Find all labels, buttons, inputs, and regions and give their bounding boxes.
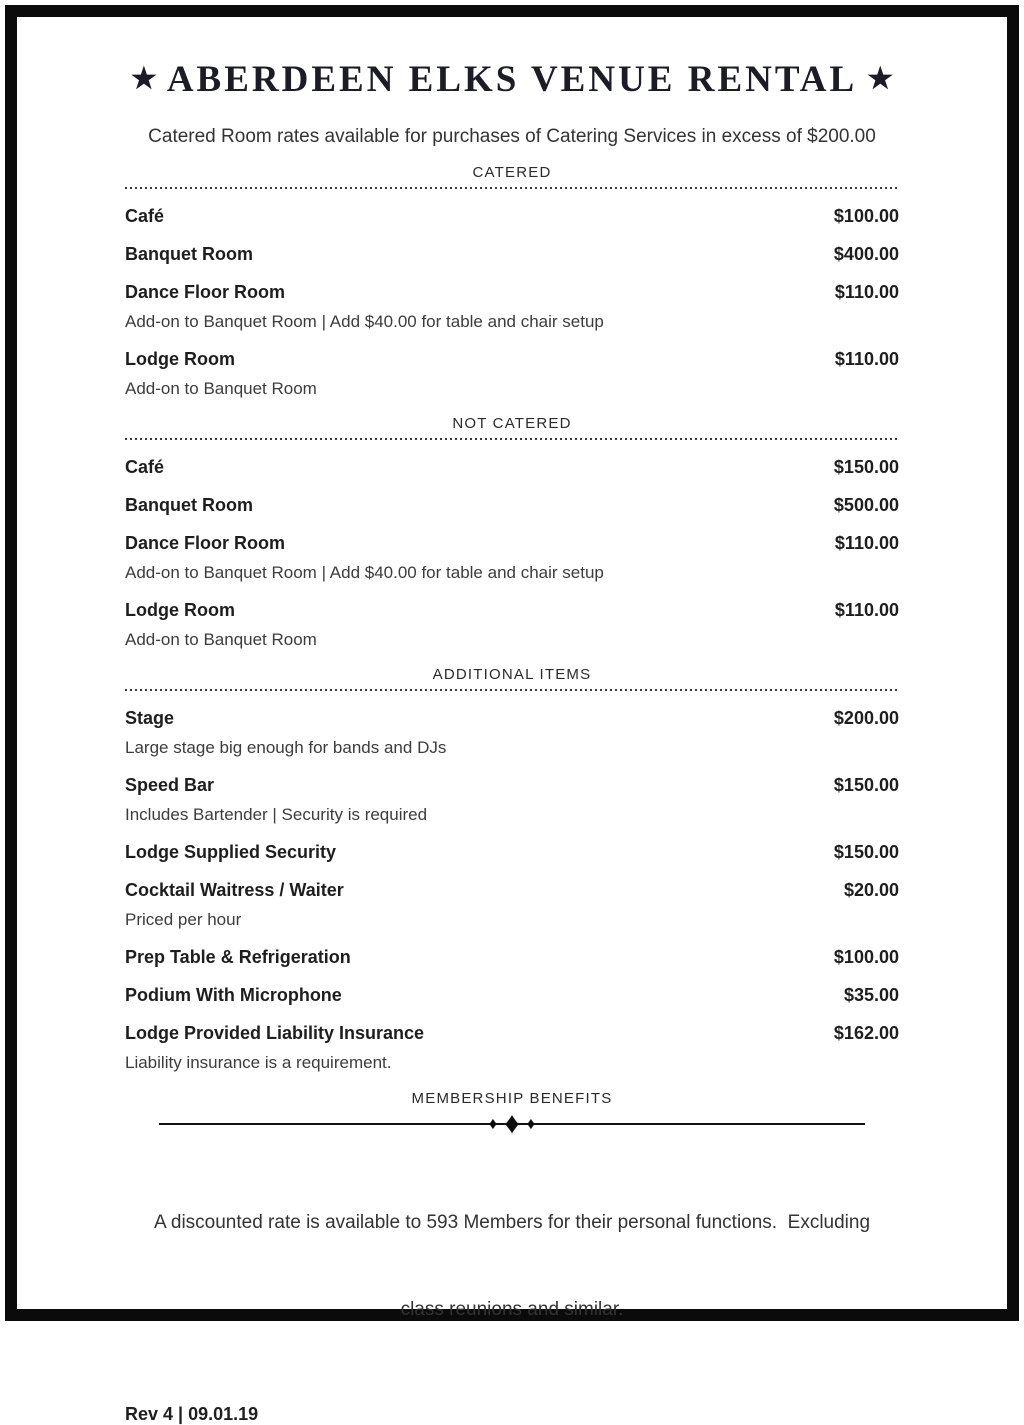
item-name: Lodge Supplied Security	[125, 842, 337, 862]
price-row	[125, 243, 899, 266]
item-price: $20.00	[843, 880, 899, 900]
price-row	[125, 946, 899, 969]
item-name: Dance Floor Room	[125, 533, 286, 553]
item-price: $100.00	[833, 947, 899, 967]
item-name: Lodge Provided Liability Insurance	[125, 1023, 425, 1043]
diamond-icon: ♦	[504, 1107, 520, 1140]
item-note: Add-on to Banquet Room | Add $40.00 for table and chair setup	[125, 563, 604, 582]
item-price: $110.00	[834, 600, 899, 620]
revision-label: Rev 4 | 09.01.19	[125, 1404, 259, 1424]
item-name: Café	[125, 457, 165, 477]
membership-divider	[159, 1107, 865, 1140]
item-name: Lodge Room	[125, 349, 235, 369]
item-name: Podium With Microphone	[125, 985, 342, 1005]
star-icon: ★	[867, 63, 894, 95]
item-price: $400.00	[833, 244, 899, 264]
item-name: Banquet Room	[125, 495, 253, 515]
price-row	[125, 281, 899, 333]
price-row	[125, 456, 899, 479]
section-catered	[125, 163, 899, 400]
item-price: $110.00	[834, 349, 899, 369]
item-name: Lodge Room	[125, 600, 235, 620]
membership-text	[125, 1150, 899, 1382]
item-price: $150.00	[833, 842, 899, 862]
price-row	[125, 841, 899, 864]
price-row	[125, 774, 899, 826]
item-name: Stage	[125, 708, 175, 728]
item-name: Café	[125, 206, 165, 226]
membership-text-line: A discounted rate is available to 593 Members for their personal functions. Excluding	[153, 1212, 871, 1233]
diamond-ornament	[159, 1107, 865, 1140]
item-note: Add-on to Banquet Room	[125, 379, 317, 398]
membership-text-line: class reunions and similar.	[400, 1299, 624, 1320]
price-row	[125, 494, 899, 517]
item-note: Add-on to Banquet Room	[125, 630, 317, 649]
item-note: Includes Bartender | Security is required	[125, 805, 428, 824]
price-row	[125, 348, 899, 400]
section-not-catered	[125, 414, 899, 651]
item-note: Large stage big enough for bands and DJs	[125, 738, 447, 757]
item-price: $500.00	[833, 495, 899, 515]
dotted-divider	[125, 187, 899, 190]
item-price: $100.00	[833, 206, 899, 226]
price-row	[125, 879, 899, 931]
price-row	[125, 532, 899, 584]
item-name: Cocktail Waitress / Waiter	[125, 880, 344, 900]
item-note: Add-on to Banquet Room | Add $40.00 for table and chair setup	[125, 312, 604, 331]
star-icon: ★	[130, 63, 157, 95]
section-heading: ADDITIONAL ITEMS	[432, 666, 592, 683]
dotted-divider	[125, 438, 899, 441]
dotted-divider	[125, 689, 899, 692]
membership-heading: MEMBERSHIP BENEFITS	[411, 1090, 613, 1107]
item-price: $150.00	[833, 775, 899, 795]
page-border-frame	[5, 5, 1019, 1424]
price-row	[125, 205, 899, 228]
price-row	[125, 707, 899, 759]
section-additional-items	[125, 665, 899, 1074]
section-membership-benefits	[125, 1089, 899, 1382]
subtitle: Catered Room rates available for purchases of Catering Services in excess of $200.00	[148, 126, 876, 147]
price-row	[125, 599, 899, 651]
page-title-text: ABERDEEN ELKS VENUE RENTAL	[166, 59, 858, 100]
diamond-icon: ♦	[488, 1114, 498, 1133]
item-price: $162.00	[833, 1023, 899, 1043]
item-name: Prep Table & Refrigeration	[125, 947, 351, 967]
document-footer	[125, 1404, 899, 1425]
item-name: Dance Floor Room	[125, 282, 286, 302]
item-price: $200.00	[833, 708, 899, 728]
item-name: Banquet Room	[125, 244, 253, 264]
section-heading: CATERED	[472, 164, 552, 181]
diamond-icon: ♦	[526, 1114, 536, 1133]
item-note: Priced per hour	[125, 910, 242, 929]
item-price: $35.00	[843, 985, 899, 1005]
item-price: $110.00	[834, 282, 899, 302]
page-title	[125, 57, 899, 105]
item-price: $150.00	[833, 457, 899, 477]
item-name: Speed Bar	[125, 775, 215, 795]
price-row	[125, 984, 899, 1007]
document-header	[125, 57, 899, 149]
item-price: $110.00	[834, 533, 899, 553]
item-note: Liability insurance is a requirement.	[125, 1053, 392, 1072]
price-row	[125, 1022, 899, 1074]
section-heading: NOT CATERED	[452, 415, 572, 432]
